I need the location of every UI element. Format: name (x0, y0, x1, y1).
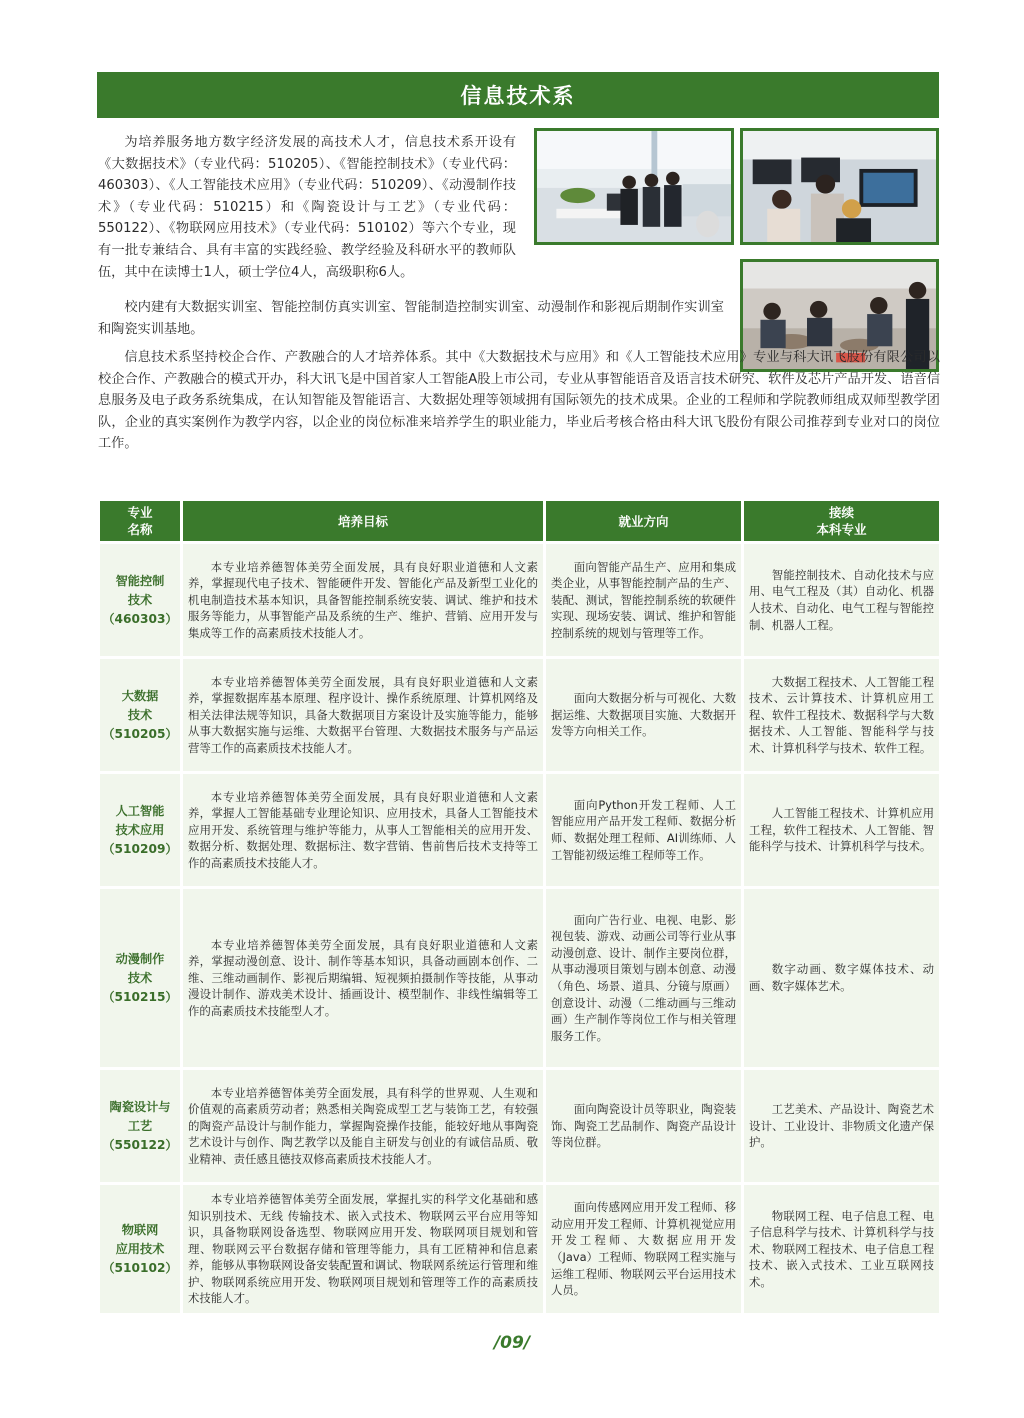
intro-paragraph-3: 信息技术系坚持校企合作、产教融合的人才培养体系。其中《大数据技术与应用》和《人工智能技术应用》专业与科大讯飞股份有限公司以校企合作、产教融合的模式开办，科大讯飞是中国首家人工智能A股上市公司，专业从事智能语音及语言技术研究、软件及芯片产品开发、语音信息服务及电子政务系统集成，在认知智能及智能语言、大数据处理等领域拥有国际领先的技术成果。企业的工程师和学院教师组成双师型教学团队，企业的真实案例作为教学内容，以企业的岗位标准来培养学生的职业能力，毕业后考核合格由科大讯飞股份有限公司推荐到专业对口的岗位工作。 (98, 350, 940, 452)
table-row (100, 889, 939, 1067)
continue-major-cell: 物联网工程、电子信息工程、电子信息科学与技术、计算机科学与技术、物联网工程技术、电子信息工程技术、嵌入式技术、工业互联网技术。 (744, 1185, 939, 1313)
career-cell: 面向广告行业、电视、电影、影视包装、游戏、动画公司等行业从事动漫创意、设计、制作主要岗位群，从事动漫项目策划与剧本创意、动漫（角色、场景、道具、分镜与原画）创意设计、动漫（二维动画与三维动画）生产制作等岗位工作与相关管理服务工作。 (546, 889, 741, 1067)
photo-robot-lab (534, 128, 734, 245)
career-cell: 面向Python开发工程师、人工智能应用产品开发工程师、数据分析师、数据处理工程师、AI训练师、人工智能初级运维工程师等工作。 (546, 774, 741, 886)
table-row (100, 774, 939, 886)
intro-paragraph-2: 校内建有大数据实训室、智能控制仿真实训室、智能制造控制实训室、动漫制作和影视后期制作实训室和陶瓷实训基地。 (98, 300, 724, 337)
career-cell: 面向陶瓷设计员等职业，陶瓷装饰、陶瓷工艺品制作、陶瓷产品设计等岗位群。 (546, 1070, 741, 1182)
majors-table (97, 498, 942, 1316)
major-name-cell: 大数据 技术 （510205） (100, 659, 180, 771)
continue-major-cell: 大数据工程技术、人工智能工程技术、云计算技术、计算机应用工程、软件工程技术、数据科学与大数据技术、人工智能、智能科学与技术、计算机科学与技术、软件工程。 (744, 659, 939, 771)
header-major-name: 专业 名称 (100, 501, 180, 541)
table-row (100, 659, 939, 771)
training-goal-cell: 本专业培养德智体美劳全面发展，具有科学的世界观、人生观和价值观的高素质劳动者；熟悉相关陶瓷成型工艺与装饰工艺，有较强的陶瓷产品设计与制作能力，掌握陶瓷操作技能，能较好地从事陶瓷艺术设计与创作、陶艺教学以及能自主研发与创业的有诚信品质、敬业精神、责任感且德技双修高素质技术技能人才。 (183, 1070, 543, 1182)
continue-major-cell: 工艺美术、产品设计、陶瓷艺术设计、工业设计、非物质文化遗产保护。 (744, 1070, 939, 1182)
photo-computer-lab (740, 128, 939, 245)
training-goal-cell: 本专业培养德智体美劳全面发展，具有良好职业道德和人文素养，掌握数据库基本原理、程序设计、操作系统原理、计算机网络及相关法律法规等知识，具备大数据项目方案设计及实施等能力，能够从事大数据实施与运维、大数据平台管理、大数据技术服务与产品运营等工作的高素质技术技能人才。 (183, 659, 543, 771)
career-cell: 面向大数据分析与可视化、大数据运维、大数据项目实施、大数据开发等方向相关工作。 (546, 659, 741, 771)
table-row (100, 544, 939, 656)
page-title: 信息技术系 (97, 72, 939, 118)
training-goal-cell: 本专业培养德智体美劳全面发展，具有良好职业道德和人文素养，掌握现代电子技术、智能硬件开发、智能化产品及新型工业化的机电制造技术基本知识，具备智能控制系统安装、调试、维护和技术服务等能力，从事智能产品及系统的生产、维护、营销、应用开发与集成等工作的高素质技术技能人才。 (183, 544, 543, 656)
intro-paragraph-1: 为培养服务地方数字经济发展的高技术人才，信息技术系开设有《大数据技术》（专业代码：510205）、《智能控制技术》（专业代码：460303）、《人工智能技术应用》（专业代码：510209）、《动漫制作技术》（专业代码：510215）和《陶瓷设计与工艺》（专业代码：550122）、《物联网应用技术》（专业代码：510102）等六个专业，现有一批专兼结合、具有丰富的实践经验、教学经验及科研水平的教师队伍，其中在读博士1人，硕士学位4人，高级职称6人。 (98, 135, 516, 280)
continue-major-cell: 智能控制技术、自动化技术与应用、电气工程及（其）自动化、机器人技术、自动化、电气工程与智能控制、机器人工程。 (744, 544, 939, 656)
major-name-cell: 智能控制 技术 （460303） (100, 544, 180, 656)
training-goal-cell: 本专业培养德智体美劳全面发展，具有良好职业道德和人文素养，掌握动漫创意、设计、制作等基本知识，具备动画剧本创作、二维、三维动画制作、影视后期编辑、短视频拍摄制作等技能，从事动漫设计制作、游戏美术设计、插画设计、模型制作、非线性编辑等工作的高素质技术技能型人才。 (183, 889, 543, 1067)
major-name-cell: 物联网 应用技术 （510102） (100, 1185, 180, 1313)
career-cell: 面向传感网应用开发工程师、移动应用开发工程师、计算机视觉应用开发工程师、大数据应用开发（Java）工程师、物联网工程实施与运维工程师、物联网云平台运用技术人员。 (546, 1185, 741, 1313)
page-number: /09/ (493, 1333, 531, 1353)
career-cell: 面向智能产品生产、应用和集成类企业，从事智能控制产品的生产、装配、测试，智能控制系统的软硬件实现、现场安装、调试、维护和智能控制系统的规划与管理等工作。 (546, 544, 741, 656)
table-row (100, 1070, 939, 1182)
training-goal-cell: 本专业培养德智体美劳全面发展，掌握扎实的科学文化基础和感知识别技术、无线 传输技术、嵌入式技术、物联网云平台应用等知识，具备物联网设备选型、物联网应用开发、物联网项目规划和管理、物联网云平台数据存储和管理等能力，具有工匠精神和信息素养，能够从事物联网设备安装配置和调试、物联网系统运行管理和维护、物联网系统应用开发、物联网项目规划和管理等工作的高素质技术技能人才。 (183, 1185, 543, 1313)
continue-major-cell: 数字动画、数字媒体技术、动画、数字媒体艺术。 (744, 889, 939, 1067)
training-goal-cell: 本专业培养德智体美劳全面发展，具有良好职业道德和人文素养，掌握人工智能基础专业理论知识、应用技术，具备人工智能技术应用开发、系统管理与维护等能力，从事人工智能相关的应用开发、数据分析、数据处理、数据标注、数字营销、售前售后技术支持等工作的高素质技术技能人才。 (183, 774, 543, 886)
header-continuing-major: 接续 本科专业 (744, 501, 939, 541)
continue-major-cell: 人工智能工程技术、计算机应用工程，软件工程技术、人工智能、智能科学与技术、计算机科学与技术。 (744, 774, 939, 886)
major-name-cell: 人工智能 技术应用 （510209） (100, 774, 180, 886)
major-name-cell: 陶瓷设计与 工艺 （550122） (100, 1070, 180, 1182)
table-header-row (100, 501, 939, 541)
header-training-goal: 培养目标 (183, 501, 543, 541)
major-name-cell: 动漫制作 技术 （510215） (100, 889, 180, 1067)
table-row (100, 1185, 939, 1313)
header-career-direction: 就业方向 (546, 501, 741, 541)
